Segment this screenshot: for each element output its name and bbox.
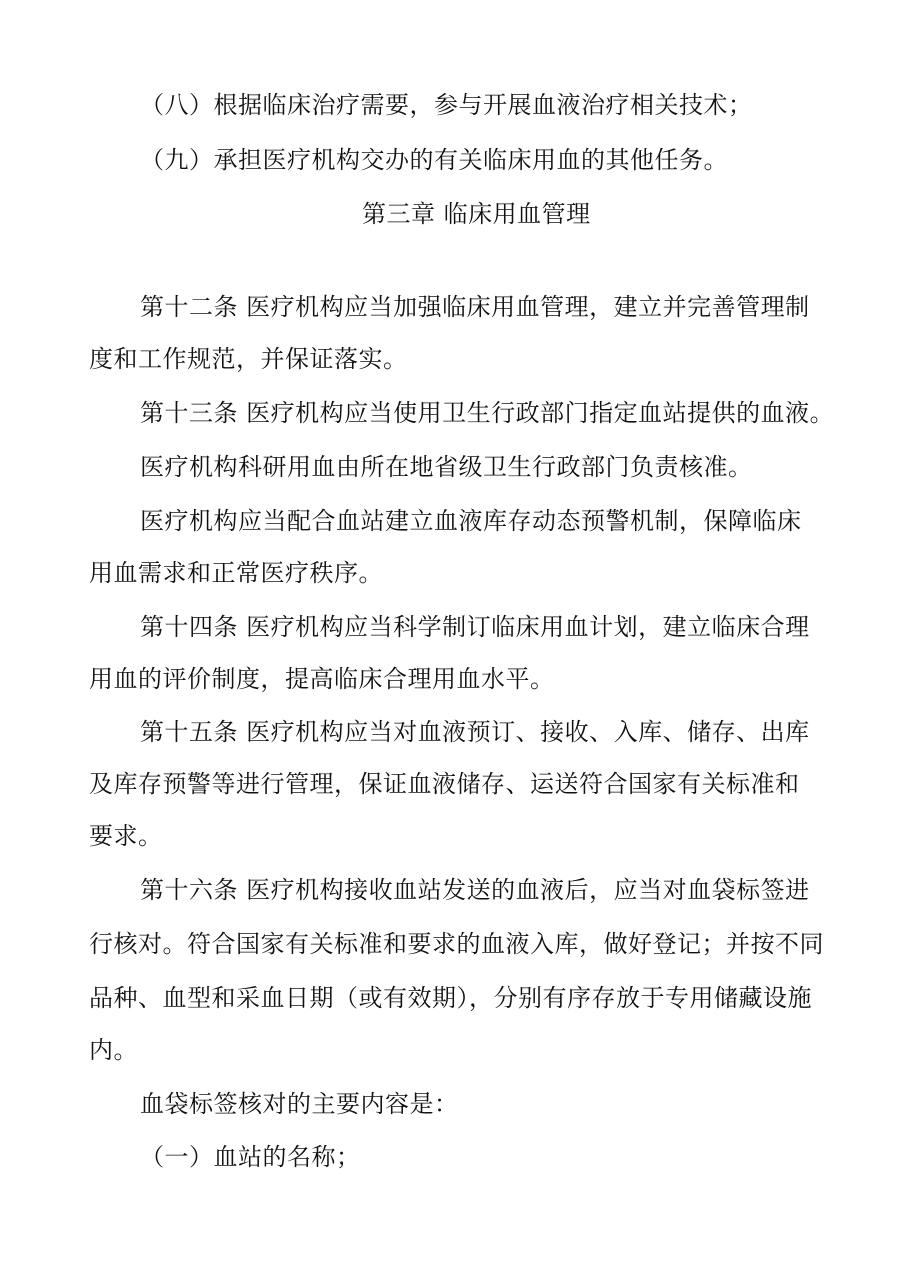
label-check-intro: 血袋标签核对的主要内容是： xyxy=(140,1090,459,1118)
article-13-paragraph-3-line-2: 用血需求和正常医疗秩序。 xyxy=(89,559,383,587)
article-15-line-2: 及库存预警等进行管理，保证血液储存、运送符合国家有关标准和 xyxy=(89,770,800,798)
article-13-line-1: 第十三条 医疗机构应当使用卫生行政部门指定血站提供的血液。 xyxy=(140,399,835,427)
article-13-paragraph-3-line-1: 医疗机构应当配合血站建立血液库存动态预警机制，保障临床 xyxy=(140,507,802,535)
article-12-line-1: 第十二条 医疗机构应当加强临床用血管理，建立并完善管理制 xyxy=(140,293,810,321)
chapter-title: 第三章 临床用血管理 xyxy=(362,200,591,228)
article-16-line-4: 内。 xyxy=(89,1036,138,1064)
label-check-item: （一）血站的名称； xyxy=(140,1143,361,1171)
article-14-line-1: 第十四条 医疗机构应当科学制订临床用血计划，建立临床合理 xyxy=(140,613,810,641)
article-14-line-2: 用血的评价制度，提高临床合理用血水平。 xyxy=(89,665,555,693)
list-item: （九）承担医疗机构交办的有关临床用血的其他任务。 xyxy=(140,146,728,174)
list-item: （八）根据临床治疗需要，参与开展血液治疗相关技术； xyxy=(140,91,753,119)
article-12-line-2: 度和工作规范，并保证落实。 xyxy=(89,345,408,373)
article-16-line-2: 行核对。符合国家有关标准和要求的血液入库，做好登记；并按不同 xyxy=(89,930,824,958)
article-16-line-3: 品种、血型和采血日期（或有效期），分别有序存放于专用储藏设施 xyxy=(89,984,812,1012)
article-16-line-1: 第十六条 医疗机构接收血站发送的血液后，应当对血袋标签进 xyxy=(140,876,810,904)
article-15-line-1: 第十五条 医疗机构应当对血液预订、接收、入库、储存、出库 xyxy=(140,718,810,746)
article-15-line-3: 要求。 xyxy=(89,822,163,850)
article-13-paragraph-2: 医疗机构科研用血由所在地省级卫生行政部门负责核准。 xyxy=(140,453,753,481)
